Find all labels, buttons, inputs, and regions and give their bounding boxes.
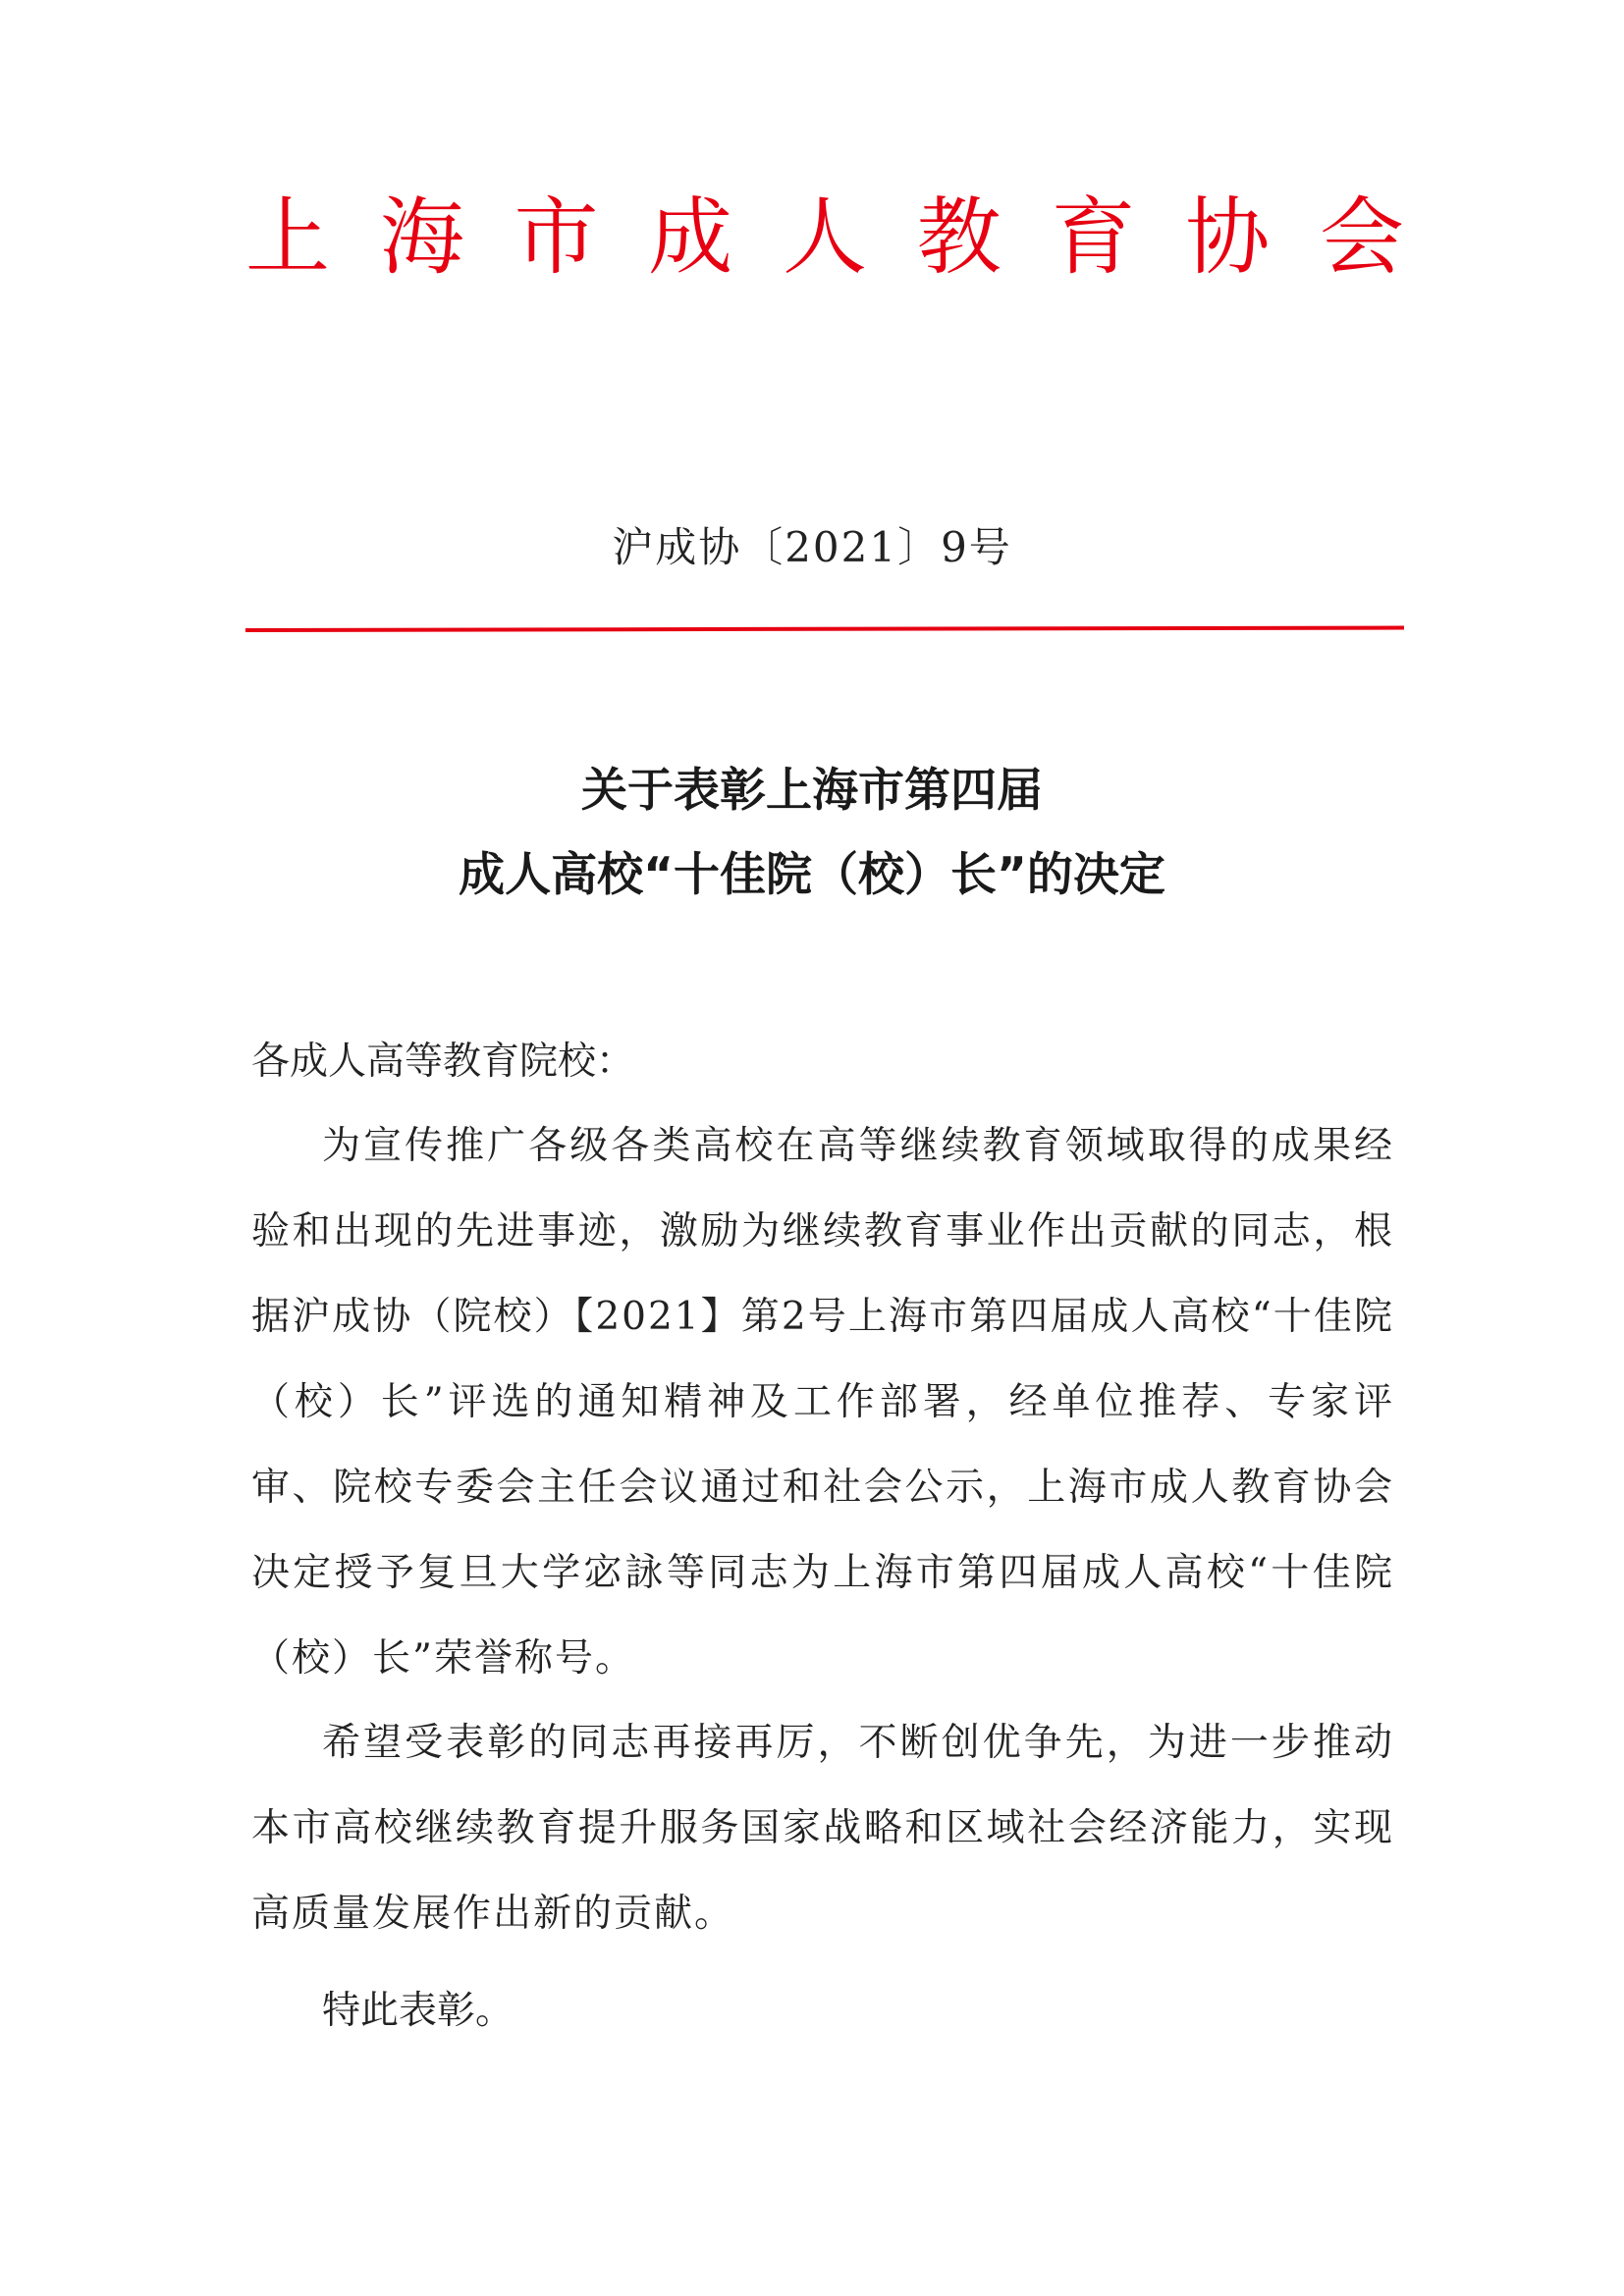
header-char: 会 — [1320, 188, 1404, 287]
header-char: 成 — [648, 188, 733, 287]
body-paragraph-1: 为宣传推广各级各类高校在高等继续教育领域取得的成果经验和出现的先进事迹，激励为继续教育事业作出贡献的同志，根据沪成协（院校）【2021】第2号上海市第四届成人高校“十佳院（校）长”评选的通知精神及工作部署，经单位推荐、专家评审、院校专委会主任会议通过和社会公示，上海市成人教育协会决定授予复旦大学宓詠等同志为上海市第四届成人高校“十佳院（校）长”荣誉称号。 — [251, 1124, 1394, 1681]
organization-header — [245, 188, 1404, 287]
document-title-line-1: 关于表彰上海市第四届 — [581, 764, 1043, 818]
header-char: 协 — [1185, 188, 1271, 287]
salutation: 各成人高等教育院校： — [251, 1040, 635, 1084]
document-title-line-2: 成人高校“十佳院（校）长”的决定 — [459, 848, 1165, 902]
document-number: 沪成协〔2021〕9号 — [612, 523, 1012, 571]
closing-remark: 特此表彰。 — [322, 1989, 514, 2033]
body-paragraph-2: 希望受表彰的同志再接再厉，不断创优争先，为进一步推动本市高校继续教育提升服务国家战略和区域社会经济能力，实现高质量发展作出新的贡献。 — [251, 1721, 1394, 1936]
header-char: 市 — [514, 188, 599, 287]
header-char: 育 — [1051, 188, 1136, 287]
header-char: 海 — [379, 188, 464, 287]
red-divider-line — [245, 626, 1404, 632]
header-char: 上 — [245, 188, 330, 287]
header-char: 教 — [916, 188, 1001, 287]
header-char: 人 — [783, 188, 867, 287]
